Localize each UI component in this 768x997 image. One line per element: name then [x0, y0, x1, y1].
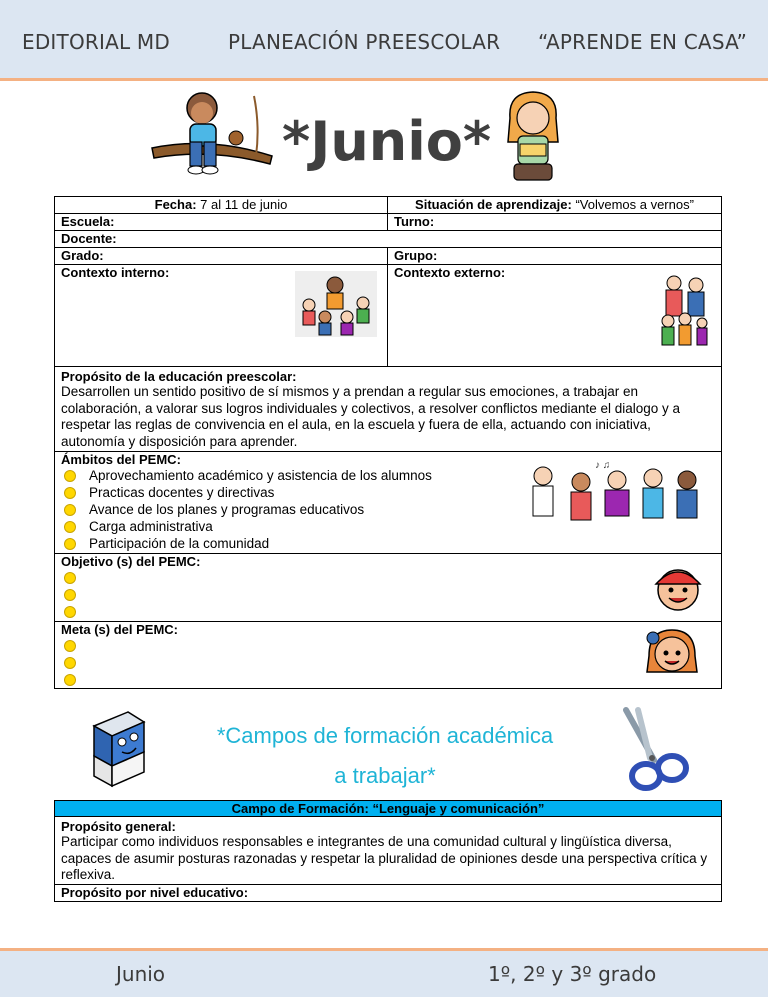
girl-face-clipart: [641, 626, 703, 680]
ambito-item: Avance de los planes y programas educativos: [89, 501, 715, 518]
campos-heading-line2: a trabajar*: [334, 763, 436, 788]
svg-text:♪ ♫: ♪ ♫: [595, 460, 611, 471]
boy-face-cap-clipart: [647, 560, 709, 612]
campos-heading-line1: *Campos de formación académica: [216, 723, 554, 748]
ambito-item: Practicas docentes y directivas: [89, 484, 715, 501]
eraser-clipart: [88, 708, 148, 790]
situacion-value: “Volvemos a vernos”: [575, 197, 694, 212]
family-clipart: [658, 273, 712, 349]
header-planeacion: PLANEACIÓN PREESCOLAR: [228, 30, 501, 54]
contexto-externo-cell: [388, 265, 722, 367]
situacion-label: Situación de aprendizaje:: [415, 197, 572, 212]
campo-header-cell: [55, 801, 722, 817]
meta-bullet: [89, 637, 715, 654]
objetivo-bullet: [89, 603, 715, 620]
meta-cell: [55, 622, 722, 689]
contexto-externo-label: Contexto externo:: [394, 265, 506, 280]
proposito-cell: [55, 367, 722, 452]
meta-bullet: [89, 654, 715, 671]
fecha-cell: [55, 197, 388, 214]
contexto-interno-label: Contexto interno:: [61, 265, 170, 280]
children-group-clipart: [525, 460, 705, 536]
objetivo-cell: [55, 554, 722, 622]
proposito-nivel-label: Propósito por nivel educativo:: [55, 885, 722, 902]
ambito-item: Participación de la comunidad: [89, 535, 715, 552]
boy-on-branch-clipart: [150, 86, 275, 178]
campo-value: “Lenguaje y comunicación”: [372, 801, 545, 816]
footer-month: Junio: [116, 962, 166, 986]
campo-formacion-table: [54, 800, 722, 902]
contexto-interno-cell: [55, 265, 388, 367]
grupo-label: Grupo:: [388, 248, 722, 265]
fecha-value: 7 al 11 de junio: [200, 197, 288, 212]
planning-info-table: [54, 196, 722, 689]
scissors-clipart: [612, 706, 692, 796]
footer-grades: 1º, 2º y 3º grado: [488, 962, 657, 986]
escuela-label: Escuela:: [55, 214, 388, 231]
meta-bullet: [89, 671, 715, 688]
children-circle-clipart: [295, 271, 377, 337]
turno-label: Turno:: [388, 214, 722, 231]
proposito-general-cell: [55, 817, 722, 885]
objetivo-label: Objetivo (s) del PEMC:: [61, 554, 201, 569]
campo-label: Campo de Formación:: [231, 801, 369, 816]
objetivo-bullet: [89, 586, 715, 603]
ambito-item: Aprovechamiento académico y asistencia de los alumnos: [89, 467, 715, 484]
proposito-label: Propósito de la educación preescolar:: [61, 369, 297, 384]
proposito-general-text: Participar como individuos responsables e integrantes de una comunidad cultural y lingüística diversa, capaces de asumir posturas razonadas y respetar la pluralidad de opiniones desde una perspectiva crítica y reflexiva.: [61, 834, 708, 882]
objetivo-bullet: [89, 569, 715, 586]
docente-label: Docente:: [55, 231, 722, 248]
girl-reading-clipart: [500, 88, 566, 188]
ambitos-cell: [55, 452, 722, 554]
header-aprende-en-casa: “APRENDE EN CASA”: [538, 30, 748, 54]
header-editorial: EDITORIAL MD: [22, 30, 170, 54]
proposito-text: Desarrollen un sentido positivo de sí mismos y a prendan a regular sus emociones, a trabajar en colaboración, a valorar sus logros individuales y colectivos, a resolver conflictos mediante el dialogo y a respetar las reglas de convivencia en el aula, en la escuela y fuera de ella, actuando con iniciativa, autonomía y disposición para aprender.: [61, 384, 681, 449]
meta-list: [61, 637, 715, 688]
fecha-label: Fecha:: [154, 197, 197, 212]
meta-label: Meta (s) del PEMC:: [61, 622, 179, 637]
objetivo-list: [61, 569, 715, 620]
proposito-general-label: Propósito general:: [61, 819, 176, 834]
page-title: *Junio*: [282, 110, 492, 173]
ambito-item: Carga administrativa: [89, 518, 715, 535]
ambitos-label: Ámbitos del PEMC:: [61, 452, 181, 467]
situacion-cell: [388, 197, 722, 214]
grado-label: Grado:: [55, 248, 388, 265]
